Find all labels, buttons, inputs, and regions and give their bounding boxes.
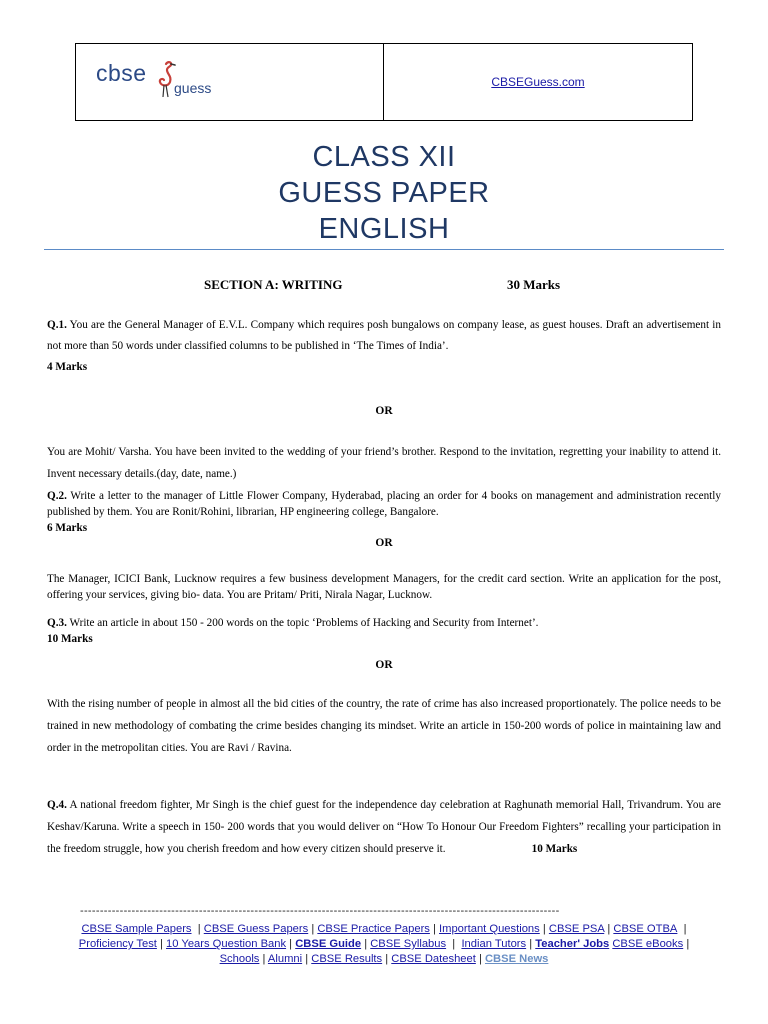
question-2 bbox=[47, 488, 721, 536]
question-4-text: A national freedom fighter, Mr Singh is the chief guest for the independence day celebration at Raghunath memorial Hall, Trivandrum. You are Keshav/Karuna. Write a speech in 150- 200 words that you would deliver on “How To Honour Our Freedom Fighters” recalling your participation in the freedom struggle, how you cherish freedom and how every citizen should preserve it. bbox=[47, 799, 721, 855]
link-cbse-ebooks[interactable]: CBSE eBooks bbox=[612, 938, 684, 950]
site-link-cell bbox=[384, 44, 692, 120]
question-3-label: Q.3. bbox=[47, 617, 67, 629]
question-3-marks: 10 Marks bbox=[47, 633, 93, 645]
link-teacher-jobs[interactable]: Teacher' Jobs bbox=[535, 938, 610, 950]
section-title: SECTION A: WRITING bbox=[204, 277, 343, 292]
link-proficiency-test[interactable]: Proficiency Test bbox=[78, 938, 157, 950]
question-4-marks: 10 Marks bbox=[531, 843, 578, 855]
question-1 bbox=[47, 315, 721, 378]
link-cbse-news[interactable]: CBSE News bbox=[484, 953, 549, 965]
title-divider bbox=[44, 249, 724, 250]
link-important-questions[interactable]: Important Questions bbox=[439, 923, 540, 935]
question-2-alternative: The Manager, ICICI Bank, Lucknow requires a few business development Managers, for the credit card section. Write an application for the post, offering your services, giving bio- data. You are Pritam/ Priti, Nirala Nagar, Lucknow. bbox=[47, 573, 721, 601]
link-cbse-guide[interactable]: CBSE Guide bbox=[295, 938, 362, 950]
question-1-alternative: You are Mohit/ Varsha. You have been invited to the wedding of your friend’s brother. Respond to the invitation, regretting your inability to attend it. Invent necessary details.(day, date, name.) bbox=[47, 446, 721, 480]
site-link[interactable]: CBSEGuess.com bbox=[491, 75, 585, 89]
or-divider-3: OR bbox=[375, 659, 393, 671]
title-subject: ENGLISH bbox=[318, 213, 450, 245]
link-cbse-results[interactable]: CBSE Results bbox=[311, 953, 383, 965]
cbseguess-logo[interactable] bbox=[96, 60, 236, 100]
or-divider-2: OR bbox=[375, 537, 393, 549]
link-question-bank[interactable]: 10 Years Question Bank bbox=[166, 938, 287, 950]
link-guess-papers[interactable]: CBSE Guess Papers bbox=[203, 923, 309, 935]
link-schools[interactable]: Schools bbox=[219, 953, 260, 965]
title-class: CLASS XII bbox=[312, 141, 456, 173]
or-divider-1: OR bbox=[375, 405, 393, 417]
link-cbse-syllabus[interactable]: CBSE Syllabus bbox=[370, 938, 447, 950]
section-marks: 30 Marks bbox=[507, 277, 561, 292]
question-2-label: Q.2. bbox=[47, 490, 67, 502]
footer-links-row-2: Proficiency Test | 10 Years Question Bank | CBSE Guide | CBSE Syllabus | Indian Tutors | Teacher' Jobs CBSE eBooks | bbox=[78, 938, 690, 950]
question-2-text: Write a letter to the manager of Little Flower Company, Hyderabad, placing an order for 4 books on management and administration recently published by them. You are Ronit/Rohini, librarian, HP engineering college, Bangalore. bbox=[47, 490, 721, 518]
link-practice-papers[interactable]: CBSE Practice Papers bbox=[317, 923, 430, 935]
question-1-marks: 4 Marks bbox=[47, 361, 88, 373]
logo-cbse-text: cbse bbox=[96, 60, 147, 86]
header-box bbox=[75, 43, 693, 121]
question-3-text: Write an article in about 150 - 200 words on the topic ‘Problems of Hacking and Security from Internet’. bbox=[66, 617, 539, 629]
question-1-text: You are the General Manager of E.V.L. Company which requires posh bungalows on company lease, as guest houses. Draft an advertisement in not more than 50 words under classified columns to be published in ‘The Times of India’. bbox=[47, 319, 721, 352]
footer-separator: ------------------------------------------------------------------------------------------------------------------------- bbox=[80, 905, 560, 917]
question-1-label: Q.1. bbox=[47, 319, 67, 331]
footer-links-row-1: CBSE Sample Papers | CBSE Guess Papers | CBSE Practice Papers | Important Questions | CBSE PSA | CBSE OTBA | bbox=[81, 923, 687, 935]
logo-guess-text: guess bbox=[174, 80, 212, 96]
title-paper: GUESS PAPER bbox=[278, 177, 490, 209]
link-alumni[interactable]: Alumni bbox=[267, 953, 303, 965]
link-sample-papers[interactable]: CBSE Sample Papers bbox=[81, 923, 192, 935]
question-3-alternative: With the rising number of people in almost all the bid cities of the country, the rate of crime has also increased proportionately. The police needs to be trained in new methodology of combating the crime besides changing its mindset. Write an article in 150-200 words of police in maintaining law and order in the metropolitan cities. You are Ravi / Ravina. bbox=[47, 698, 721, 754]
link-indian-tutors[interactable]: Indian Tutors bbox=[461, 938, 527, 950]
link-cbse-psa[interactable]: CBSE PSA bbox=[548, 923, 605, 935]
question-4-label: Q.4. bbox=[47, 799, 67, 811]
question-2-marks: 6 Marks bbox=[47, 522, 88, 534]
link-cbse-datesheet[interactable]: CBSE Datesheet bbox=[391, 953, 476, 965]
question-3 bbox=[47, 615, 721, 647]
logo-cell bbox=[76, 44, 384, 120]
question-4 bbox=[47, 794, 721, 860]
link-cbse-otba[interactable]: CBSE OTBA bbox=[613, 923, 678, 935]
footer-links-row-3: Schools | Alumni | CBSE Results | CBSE Datesheet | CBSE News bbox=[219, 953, 549, 965]
